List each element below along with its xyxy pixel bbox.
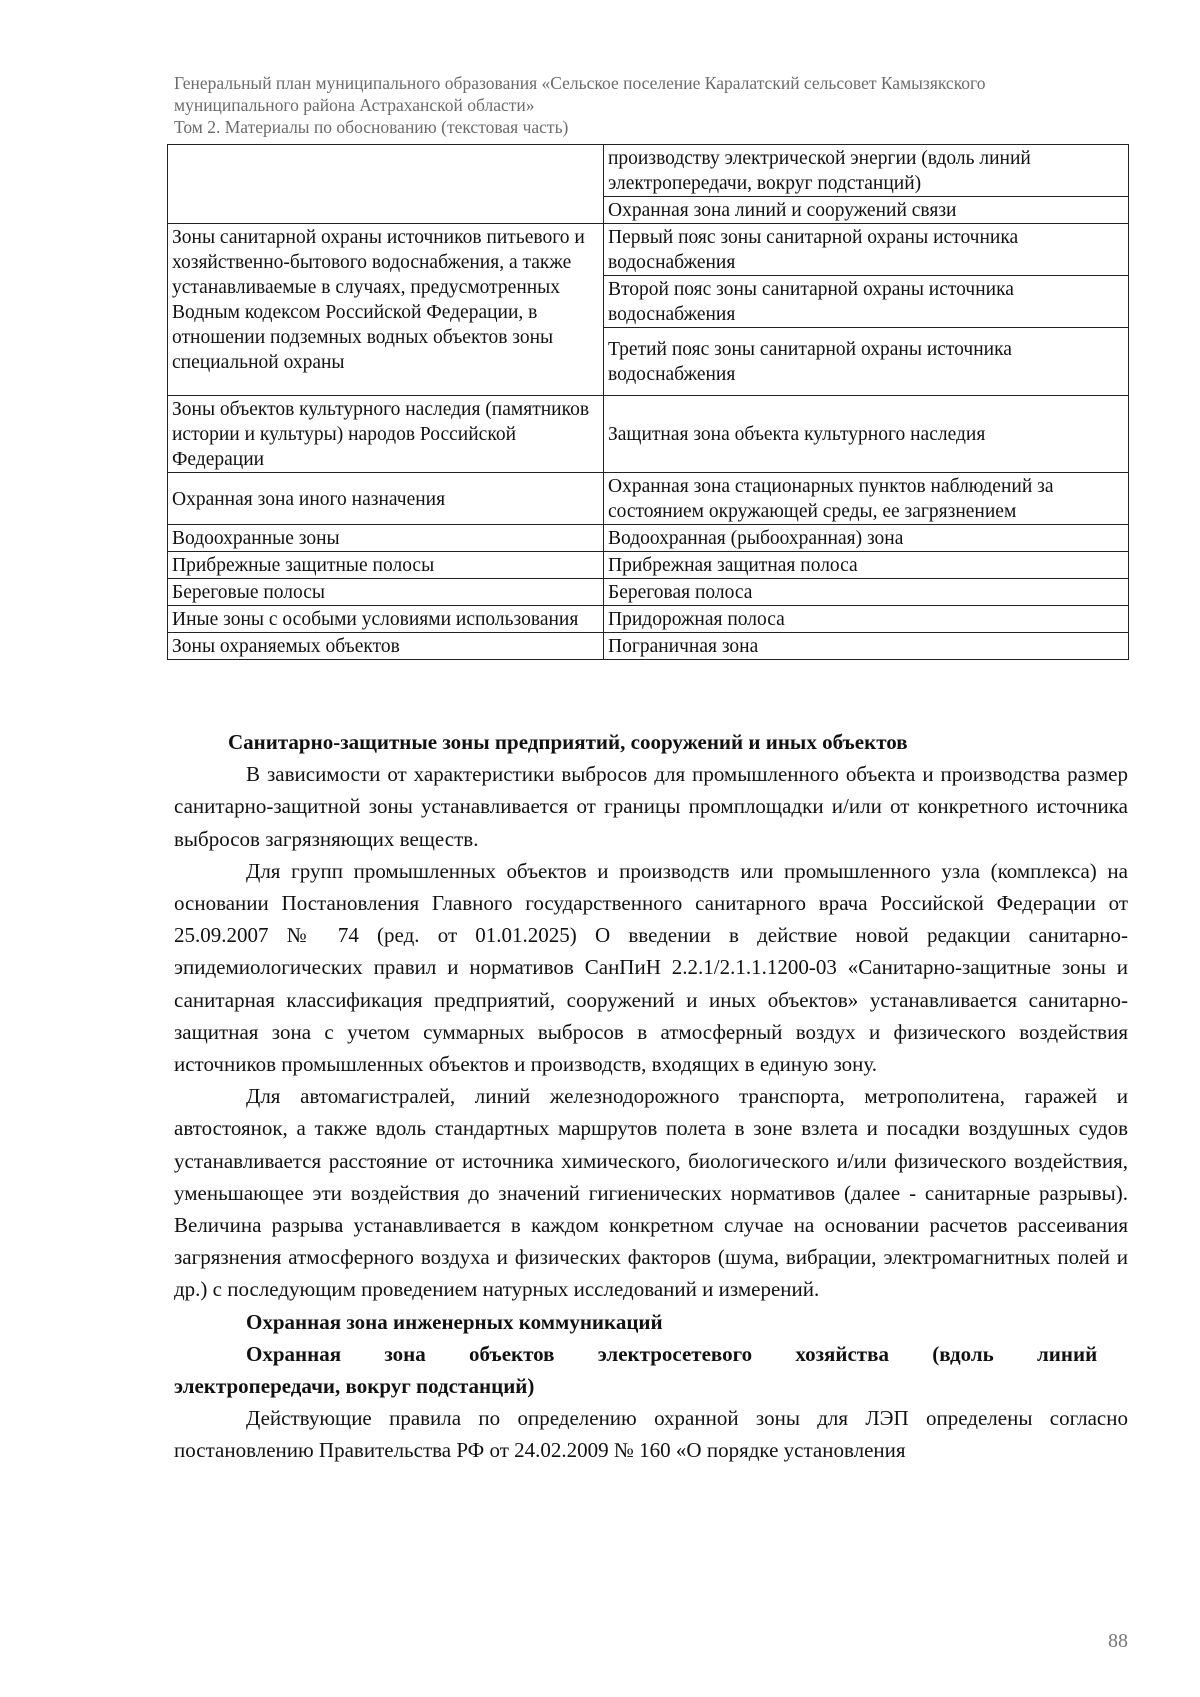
table-row (168, 145, 1129, 197)
zones-table (167, 144, 1129, 660)
section-heading: Санитарно-защитные зоны предприятий, сооружений и иных объектов (228, 730, 908, 754)
table-cell-col2: Придорожная полоса (604, 606, 1129, 633)
table-row (168, 224, 1129, 276)
subsection-heading-line-1: Охранная зона объектов электросетевого хозяйства (вдоль линий (246, 1341, 1098, 1366)
table-cell-col1: Охранная зона иного назначения (168, 473, 604, 525)
table-cell-col1: Прибрежные защитные полосы (168, 552, 604, 579)
table-cell-col2: Охранная зона линий и сооружений связи (604, 197, 1129, 224)
header-line-3: Том 2. Материалы по обоснованию (текстовая часть) (174, 117, 569, 137)
table-cell-col1: Зоны санитарной охраны источников питьевого и хозяйственно-бытового водоснабжения, а также устанавливаемые в случаях, предусмотренных Водным кодексом Российской Федерации, в отношении подземных водных объектов зоны специальной охраны (168, 224, 604, 396)
header-line-1: Генеральный план муниципального образования «Сельское поселение Каралатский сельсовет Камызякского (174, 73, 986, 93)
table-cell-col1: Иные зоны с особыми условиями использования (168, 606, 604, 633)
table-row (168, 525, 1129, 552)
table-cell-col1 (168, 145, 604, 224)
table-row (168, 396, 1129, 473)
subsection-heading-line-2: электропередачи, вокруг подстанций) (174, 1374, 535, 1399)
paragraph: Для автомагистралей, линий железнодорожного транспорта, метрополитена, гаражей и автостоянок, а также вдоль стандартных маршрутов полета в зоне взлета и посадки воздушных судов устанавливается расстояние от источника химического, биологического и/или физического воздействия, уменьшающее эти воздействия до значений гигиенических нормативов (далее - санитарные разрывы). Величина разрыва устанавливается в каждом конкретном случае на основании расчетов рассеивания загрязнения атмосферного воздуха и физических факторов (шума, вибрации, электромагнитных полей и др.) с последующим проведением натурных исследований и измерений. (174, 1084, 1128, 1302)
table-row (168, 579, 1129, 606)
table-cell-col2: Береговая полоса (604, 579, 1129, 606)
header-line-2: муниципального района Астраханской области» (174, 95, 535, 115)
table-cell-col2: Пограничная зона (604, 633, 1129, 660)
table-cell-col2: Прибрежная защитная полоса (604, 552, 1129, 579)
running-header (174, 72, 1134, 138)
page-number: 88 (1108, 1630, 1128, 1652)
table-row (168, 633, 1129, 660)
table-cell-col2: Защитная зона объекта культурного наследия (604, 396, 1129, 473)
table-cell-col2: производству электрической энергии (вдоль линий электропередачи, вокруг подстанций) (604, 145, 1129, 197)
table-cell-col1: Зоны объектов культурного наследия (памятников истории и культуры) народов Российской Федерации (168, 396, 604, 473)
table-cell-col2: Второй пояс зоны санитарной охраны источника водоснабжения (604, 276, 1129, 328)
subsection-heading (174, 1338, 1128, 1402)
table-cell-col2: Водоохранная (рыбоохранная) зона (604, 525, 1129, 552)
table-cell-col2: Охранная зона стационарных пунктов наблюдений за состоянием окружающей среды, ее загрязнением (604, 473, 1129, 525)
body-text (174, 726, 1128, 1467)
table-cell-col1: Водоохранные зоны (168, 525, 604, 552)
table-cell-col1: Зоны охраняемых объектов (168, 633, 604, 660)
section-heading: Охранная зона инженерных коммуникаций (246, 1309, 663, 1334)
paragraph: Действующие правила по определению охранной зоны для ЛЭП определены согласно постановлению Правительства РФ от 24.02.2009 № 160 «О порядке установления (174, 1406, 1128, 1463)
table-cell-col2: Первый пояс зоны санитарной охраны источника водоснабжения (604, 224, 1129, 276)
table-row (168, 473, 1129, 525)
paragraph: Для групп промышленных объектов и производств или промышленного узла (комплекса) на основании Постановления Главного государственного санитарного врача Российской Федерации от 25.09.2007 № 74 (ред. от 01.01.2025) О введении в действие новой редакции санитарно-эпидемиологических правил и нормативов СанПиН 2.2.1/2.1.1.1200-03 «Санитарно-защитные зоны и санитарная классификация предприятий, сооружений и иных объектов» устанавливается санитарно-защитная зона с учетом суммарных выбросов в атмосферный воздух и физического воздействия источников промышленных объектов и производств, входящих в единую зону. (174, 858, 1128, 1077)
table-row (168, 606, 1129, 633)
table-cell-col1: Береговые полосы (168, 579, 604, 606)
table-row (168, 552, 1129, 579)
paragraph: В зависимости от характеристики выбросов для промышленного объекта и производства размер санитарно-защитной зоны устанавливается от границы промплощадки и/или от конкретного источника выбросов загрязняющих веществ. (174, 762, 1128, 851)
table-cell-col2: Третий пояс зоны санитарной охраны источника водоснабжения (604, 328, 1129, 396)
